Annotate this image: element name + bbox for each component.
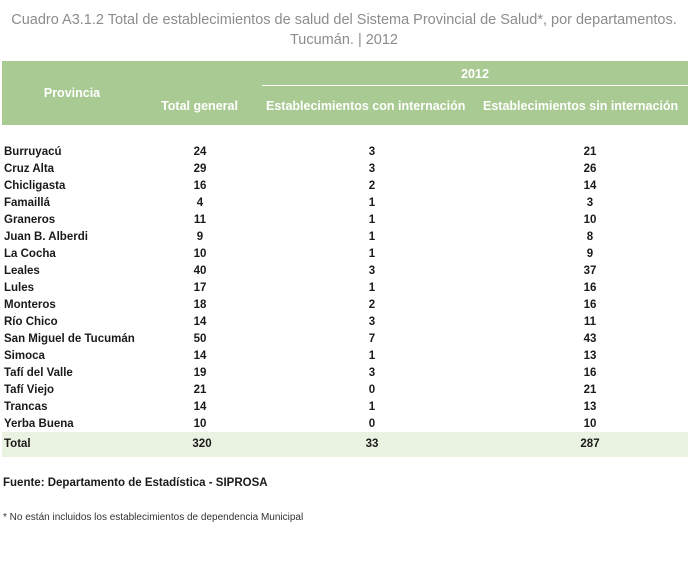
province-name: Famaillá: [4, 197, 51, 209]
table-row: [2, 382, 688, 399]
con-internacion-cell: 1: [368, 350, 376, 362]
total-general-cell: 19: [193, 367, 207, 379]
table-row: [2, 280, 688, 297]
con-internacion-cell: 1: [368, 401, 376, 413]
province-name: Río Chico: [4, 316, 58, 328]
table-row: [2, 144, 688, 161]
header-con-internacion: Establecimientos con internación: [266, 99, 466, 113]
table-title: [0, 10, 688, 50]
con-internacion-cell: 1: [368, 214, 376, 226]
province-name: Tafí Viejo: [4, 384, 55, 396]
province-name: Graneros: [4, 214, 56, 226]
total-con-internacion-value: 33: [365, 438, 379, 450]
total-general-cell: 11: [193, 214, 207, 226]
table-row: [2, 263, 688, 280]
sin-internacion-cell: 8: [586, 231, 594, 243]
sin-internacion-cell: 37: [583, 265, 597, 277]
province-name: Lules: [4, 282, 35, 294]
province-name: Trancas: [4, 401, 48, 413]
province-name: Juan B. Alberdi: [4, 231, 88, 243]
header-sin-internacion: Establecimientos sin internación: [483, 99, 679, 113]
sin-internacion-cell: 3: [586, 197, 594, 209]
province-name: Tafí del Valle: [4, 367, 73, 379]
province-name: La Cocha: [4, 248, 56, 260]
province-name: Simoca: [4, 350, 45, 362]
table-body: [2, 144, 688, 433]
con-internacion-cell: 3: [368, 265, 376, 277]
con-internacion-cell: 3: [368, 146, 376, 158]
source-text: Fuente: Departamento de Estadística - SIPROSA: [3, 477, 268, 489]
table-header: [2, 61, 688, 125]
con-internacion-cell: 3: [368, 163, 376, 175]
sin-internacion-cell: 9: [586, 248, 594, 260]
table-row: [2, 331, 688, 348]
con-internacion-cell: 2: [368, 299, 376, 311]
sin-internacion-cell: 10: [583, 214, 597, 226]
con-internacion-cell: 3: [368, 316, 376, 328]
total-general-cell: 29: [193, 163, 207, 175]
province-name: Burruyacú: [4, 146, 62, 158]
sin-internacion-cell: 16: [583, 367, 597, 379]
total-general-cell: 4: [196, 197, 204, 209]
con-internacion-cell: 2: [368, 180, 376, 192]
sin-internacion-cell: 13: [583, 350, 597, 362]
table-row: [2, 161, 688, 178]
total-general-cell: 50: [193, 333, 207, 345]
con-internacion-cell: 3: [368, 367, 376, 379]
sin-internacion-cell: 14: [583, 180, 597, 192]
header-divider: [262, 85, 688, 86]
total-general-cell: 21: [193, 384, 207, 396]
table-row: [2, 365, 688, 382]
con-internacion-cell: 7: [368, 333, 376, 345]
total-general-cell: 14: [193, 350, 207, 362]
table-row: [2, 229, 688, 246]
sin-internacion-cell: 16: [583, 282, 597, 294]
sin-internacion-cell: 21: [583, 146, 597, 158]
table-row: [2, 195, 688, 212]
total-general-cell: 10: [193, 418, 207, 430]
total-sin-internacion-value: 287: [580, 438, 600, 450]
footnote: * No están incluidos los establecimientos de dependencia Municipal: [3, 512, 304, 523]
sin-internacion-cell: 43: [583, 333, 597, 345]
total-general-cell: 10: [193, 248, 207, 260]
total-general-cell: 16: [193, 180, 207, 192]
total-row: [2, 432, 688, 457]
province-name: San Miguel de Tucumán: [4, 333, 135, 345]
con-internacion-cell: 1: [368, 248, 376, 260]
total-general-value: 320: [192, 438, 212, 450]
header-total-general: Total general: [161, 99, 238, 113]
sin-internacion-cell: 10: [583, 418, 597, 430]
header-provincia: Provincia: [43, 86, 101, 100]
total-general-cell: 14: [193, 316, 207, 328]
total-general-cell: 14: [193, 401, 207, 413]
total-label: Total: [4, 438, 31, 450]
sin-internacion-cell: 21: [583, 384, 597, 396]
sin-internacion-cell: 11: [583, 316, 597, 328]
table-title-line-2: Tucumán. | 2012: [289, 32, 398, 48]
sin-internacion-cell: 26: [583, 163, 597, 175]
con-internacion-cell: 1: [368, 282, 376, 294]
con-internacion-cell: 0: [368, 384, 376, 396]
total-general-cell: 18: [193, 299, 207, 311]
total-general-cell: 9: [196, 231, 204, 243]
province-name: Monteros: [4, 299, 56, 311]
con-internacion-cell: 1: [368, 197, 376, 209]
table-row: [2, 314, 688, 331]
con-internacion-cell: 1: [368, 231, 376, 243]
table-row: [2, 178, 688, 195]
province-name: Chicligasta: [4, 180, 66, 192]
table-row: [2, 399, 688, 416]
province-name: Cruz Alta: [4, 163, 55, 175]
total-general-cell: 40: [193, 265, 207, 277]
table-row: [2, 212, 688, 229]
province-name: Yerba Buena: [4, 418, 74, 430]
total-general-cell: 24: [193, 146, 207, 158]
table-row: [2, 297, 688, 314]
sin-internacion-cell: 16: [583, 299, 597, 311]
table-row: [2, 246, 688, 263]
table-row: [2, 416, 688, 433]
province-name: Leales: [4, 265, 40, 277]
total-general-cell: 17: [193, 282, 207, 294]
header-year: 2012: [461, 67, 489, 81]
table-row: [2, 348, 688, 365]
table-title-line-1: Cuadro A3.1.2 Total de establecimientos de salud del Sistema Provincial de Salud*, por departamentos.: [11, 12, 677, 28]
con-internacion-cell: 0: [368, 418, 376, 430]
sin-internacion-cell: 13: [583, 401, 597, 413]
